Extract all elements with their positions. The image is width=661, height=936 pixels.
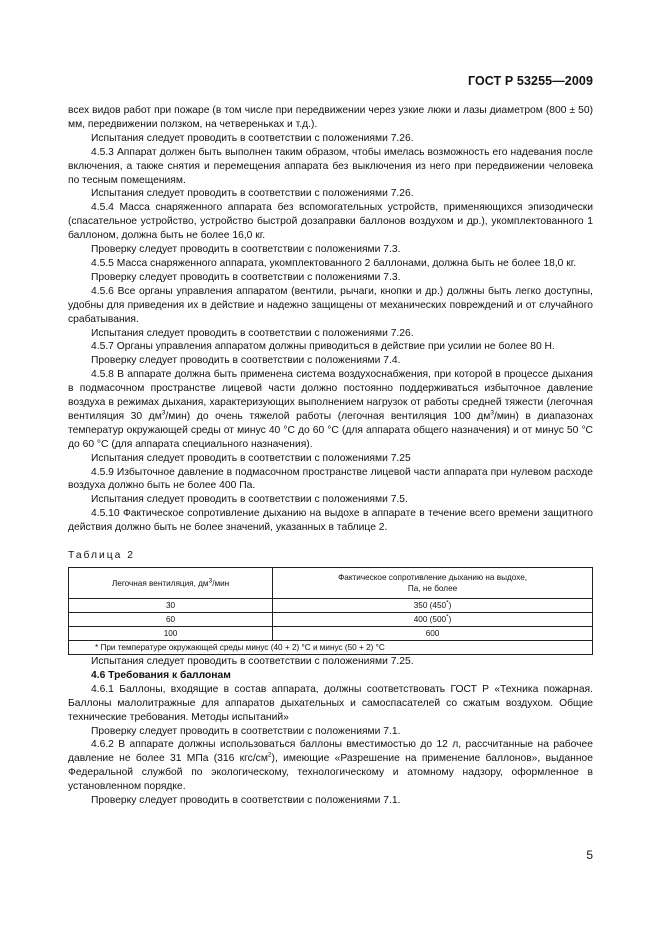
table-cell-ventilation: 100 [69, 627, 273, 641]
section-title: 4.6 Требования к баллонам [91, 669, 231, 681]
paragraph: 4.5.3 Аппарат должен быть выполнен таким образом, чтобы имелась возможность его надевания после включения, а также снятия и перемещения аппарата без выключения из него при передвижении человека по тесным помещениям. [68, 146, 593, 186]
table-row [69, 627, 593, 641]
paragraph: 4.5.5 Масса снаряженного аппарата, укомплектованного 2 баллонами, должна быть не более 18,0 кг. [91, 257, 577, 269]
table-row [69, 599, 593, 613]
paragraph: Проверку следует проводить в соответствии с положениями 7.3. [91, 271, 401, 283]
table-cell-resistance: 400 (500*) [273, 613, 593, 627]
paragraph: 4.5.9 Избыточное давление в подмасочном пространстве лицевой части аппарата при нулевом расходе воздуха должно быть не более 400 Па. [68, 466, 593, 492]
paragraph: всех видов работ при пожаре (в том числе при передвижении через узкие люки и лазы диаметром (800 ± 50) мм, передвижении ползком, на четвереньках и т.д.). [68, 105, 593, 130]
paragraph: Испытания следует проводить в соответствии с положениями 7.5. [91, 494, 408, 506]
page-content [68, 104, 593, 808]
table-2 [68, 567, 593, 655]
table-header-ventilation: Легочная вентиляция, $дм^3$/мин [69, 568, 273, 599]
table-cell-ventilation: 60 [69, 613, 273, 627]
paragraph: 4.5.7 Органы управления аппаратом должны приводиться в действие при усилии не более 80 Н. [91, 341, 555, 353]
paragraph-check-7-1-b: Проверку следует проводить в соответствии с положениями 7.1. [91, 795, 401, 807]
table-cell-resistance: 600 [273, 627, 593, 641]
table-header-resistance: Фактическое сопротивление дыханию на выдохе, Па, не более [273, 568, 593, 599]
document-header: ГОСТ Р 53255—2009 [467, 74, 593, 88]
paragraph: 4.5.6 Все органы управления аппаратом (вентили, рычаги, кнопки и др.) должны быть легко доступны, удобны для приведения их в действие и надежно защищены от механических повреждений и от случайного срабатывания. [68, 285, 593, 325]
table-cell-resistance: 350 (450*) [273, 599, 593, 613]
paragraph: Испытания следует проводить в соответствии с положениями 7.26. [91, 327, 414, 339]
after-table-text: Испытания следует проводить в соответствии с положениями 7.25. [91, 656, 414, 667]
mid-paragraphs [68, 452, 593, 535]
paragraph: Проверку следует проводить в соответствии с положениями 7.3. [91, 244, 401, 256]
table-row [69, 613, 593, 627]
paragraph: 4.5.4 Масса снаряженного аппарата без вспомогательных устройств, применяющихся эпизодически (спасательное устройство, устройство быстрой дозаправки баллонов воздухом и др.), укомплектованного 1 баллоном, должна быть не более 16,0 кг. [68, 202, 593, 242]
table-cell-ventilation: 30 [69, 599, 273, 613]
paragraph-4-6-1: 4.6.1 Баллоны, входящие в состав аппарата, должны соответствовать ГОСТ Р «Техника пожарная. Баллоны малолитражные для аппаратов дыхательных и самоспасателей со сжатым воздухом. Общие технические требования. Методы испытаний» [68, 683, 593, 723]
page-number: 5 [586, 848, 593, 862]
paragraph-4-6-2: 4.6.2 В аппарате должны использоваться баллоны вместимостью до 12 л, рассчитанные на рабочее давление не более 31 МПа (316 кгс/$см^2$), имеющие «Разрешение на применение баллонов», выданное Федеральной службой по экологическому, технологическому и атомному надзору, оформленное в установленном порядке. [68, 739, 593, 793]
table-note: * При температуре окружающей среды минус (40 + 2) °С и минус (50 + 2) °С [69, 641, 593, 655]
paragraph: Испытания следует проводить в соответствии с положениями 7.26. [91, 132, 414, 144]
paragraph: 4.5.10 Фактическое сопротивление дыханию на выдохе в аппарате в течение всего времени защитного действия должно быть не более значений, указанных в таблице 2. [68, 508, 593, 534]
table-title: Таблица 2 [68, 550, 135, 562]
paragraph-4-5-8: 4.5.8 В аппарате должна быть применена система воздухоснабжения, при которой в процессе дыхания в подмасочном пространстве лицевой части должно постоянно поддерживаться избыточное давление воздуха в режимах дыхания, характеризующих выполнением нагрузок от работы средней тяжести (легочная вентиляция 30 $дм^3/мин$) до очень тяжелой работы (легочная вентиляция 100 $дм^3/мин$) в диапазонах температур окружающей среды от минус 40 °С до 60 °С (для аппарата общего назначения) и от минус 50 °С до 60 °С (для аппарата специального назначения). [68, 369, 593, 450]
top-paragraphs [68, 104, 593, 368]
paragraph: Испытания следует проводить в соответствии с положениями 7.25 [91, 452, 411, 464]
paragraph: Испытания следует проводить в соответствии с положениями 7.26. [91, 188, 414, 200]
paragraph: Проверку следует проводить в соответствии с положениями 7.4. [91, 355, 401, 367]
paragraph-check-7-1: Проверку следует проводить в соответствии с положениями 7.1. [91, 725, 401, 737]
